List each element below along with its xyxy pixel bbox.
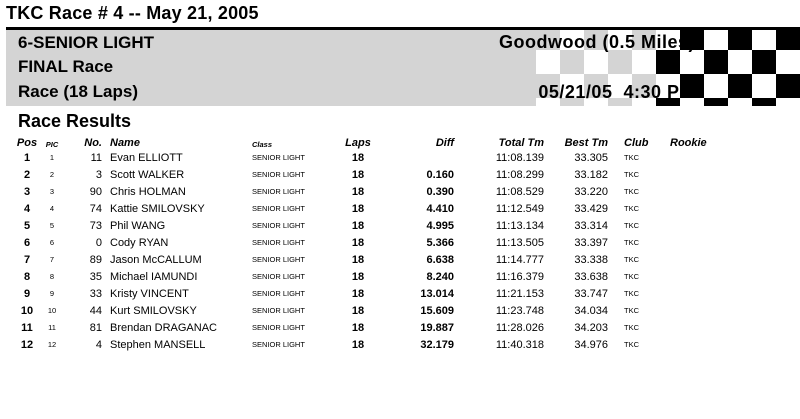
row-pos: 3	[23, 185, 31, 198]
row-rookie	[670, 268, 730, 285]
row-pos: 4	[23, 202, 31, 215]
row-best-time: 33.747	[574, 287, 608, 300]
checker-cell	[680, 50, 704, 74]
row-number: 4	[95, 338, 102, 351]
row-number: 44	[89, 304, 102, 317]
checker-cell	[488, 74, 512, 98]
race-datetime: 05/21/05 4:30 PM	[538, 82, 695, 102]
track-name: Goodwood (0.5 Miles)	[498, 32, 695, 52]
row-laps: 18	[351, 304, 365, 317]
row-best-time: 34.034	[574, 304, 608, 317]
row-pic: 3	[49, 187, 55, 196]
row-pos: 5	[23, 219, 31, 232]
row-laps: 18	[351, 185, 365, 198]
checker-cell	[752, 74, 776, 98]
row-pic: 6	[49, 238, 55, 247]
row-diff: 0.160	[426, 168, 454, 181]
checker-cell	[776, 27, 800, 50]
row-driver-name: Kurt SMILOVSKY	[110, 304, 197, 317]
checker-cell	[536, 50, 560, 74]
row-number: 73	[89, 219, 102, 232]
row-diff: 19.887	[420, 321, 454, 334]
row-driver-name: Kattie SMILOVSKY	[110, 202, 205, 215]
row-pos: 12	[20, 338, 34, 351]
col-rookie: Rookie	[670, 137, 707, 149]
row-rookie	[670, 200, 730, 217]
row-diff: 6.638	[426, 253, 454, 266]
checker-cell	[488, 50, 512, 74]
col-total-time: Total Tm	[498, 137, 544, 149]
row-rookie	[670, 149, 730, 166]
row-number: 11	[90, 151, 102, 164]
row-class: SENIOR LIGHT	[252, 170, 305, 179]
row-pos: 8	[23, 270, 31, 283]
results-title: Race Results	[18, 111, 132, 131]
checker-cell	[632, 50, 656, 74]
row-pic: 5	[49, 221, 55, 230]
row-total-time: 11:13.505	[495, 236, 544, 249]
row-club: TKC	[624, 255, 639, 264]
row-total-time: 11:40.318	[495, 338, 544, 351]
race-header-band	[6, 27, 800, 106]
checker-cell	[728, 74, 752, 98]
row-diff: 15.609	[420, 304, 454, 317]
col-pos: Pos	[16, 137, 38, 149]
row-pic: 7	[49, 255, 55, 264]
row-diff: 4.410	[426, 202, 454, 215]
row-laps: 18	[351, 151, 365, 164]
row-driver-name: Stephen MANSELL	[110, 338, 206, 351]
results-table	[14, 133, 730, 353]
table-row	[14, 217, 730, 234]
row-driver-name: Cody RYAN	[110, 236, 169, 249]
row-class: SENIOR LIGHT	[252, 153, 305, 162]
row-rookie	[670, 302, 730, 319]
class-line: 6-SENIOR LIGHT	[18, 33, 155, 52]
checker-cell	[584, 50, 608, 74]
row-total-time: 11:21.153	[495, 287, 544, 300]
row-rookie	[670, 217, 730, 234]
row-pos: 6	[23, 236, 31, 249]
row-pos: 11	[21, 321, 33, 334]
row-driver-name: Evan ELLIOTT	[110, 151, 183, 164]
checker-cell	[608, 50, 632, 74]
table-row	[14, 234, 730, 251]
table-row	[14, 336, 730, 353]
row-laps: 18	[351, 287, 365, 300]
row-best-time: 34.203	[574, 321, 608, 334]
row-pic: 12	[47, 340, 57, 349]
row-club: TKC	[624, 221, 639, 230]
col-club: Club	[624, 137, 649, 149]
row-club: TKC	[624, 187, 639, 196]
table-row	[14, 285, 730, 302]
row-pic: 1	[49, 153, 55, 162]
row-club: TKC	[624, 289, 639, 298]
row-rookie	[670, 336, 730, 353]
race-line: Race (18 Laps)	[18, 82, 138, 101]
row-diff: 0.390	[426, 185, 454, 198]
row-number: 81	[89, 321, 102, 334]
row-class: SENIOR LIGHT	[252, 187, 305, 196]
row-number: 33	[89, 287, 102, 300]
row-pic: 9	[49, 289, 55, 298]
row-club: TKC	[624, 170, 639, 179]
row-club: TKC	[624, 238, 639, 247]
col-laps: Laps	[345, 137, 371, 149]
row-number: 35	[89, 270, 102, 283]
table-row	[14, 251, 730, 268]
row-class: SENIOR LIGHT	[252, 323, 305, 332]
row-diff: 32.179	[420, 338, 454, 351]
checker-cell	[512, 50, 536, 74]
row-rookie	[670, 183, 730, 200]
row-total-time: 11:08.299	[495, 168, 544, 181]
row-driver-name: Phil WANG	[110, 219, 166, 232]
checker-cell	[728, 50, 752, 74]
row-total-time: 11:28.026	[495, 321, 544, 334]
row-laps: 18	[351, 202, 365, 215]
row-pic: 10	[47, 306, 57, 315]
row-class: SENIOR LIGHT	[252, 306, 305, 315]
row-diff	[382, 149, 454, 166]
col-class: Class	[252, 140, 273, 149]
row-rookie	[670, 251, 730, 268]
row-class: SENIOR LIGHT	[252, 204, 305, 213]
row-number: 0	[95, 236, 102, 249]
results-body	[14, 149, 730, 353]
checker-cell	[560, 50, 584, 74]
row-best-time: 33.314	[574, 219, 608, 232]
row-number: 90	[89, 185, 102, 198]
checker-cell	[512, 98, 536, 106]
row-pic: 11	[48, 323, 56, 332]
row-diff: 5.366	[426, 236, 454, 249]
table-row	[14, 302, 730, 319]
row-total-time: 11:12.549	[495, 202, 544, 215]
row-class: SENIOR LIGHT	[252, 221, 305, 230]
row-class: SENIOR LIGHT	[252, 255, 305, 264]
checker-cell	[512, 74, 536, 98]
row-laps: 18	[351, 236, 365, 249]
row-class: SENIOR LIGHT	[252, 272, 305, 281]
row-pic: 8	[49, 272, 55, 281]
row-total-time: 11:23.748	[495, 304, 544, 317]
checker-cell	[728, 27, 752, 50]
table-row	[14, 183, 730, 200]
row-driver-name: Scott WALKER	[110, 168, 185, 181]
row-pos: 10	[20, 304, 34, 317]
table-row	[14, 200, 730, 217]
row-driver-name: Jason McCALLUM	[110, 253, 202, 266]
session-line: FINAL Race	[18, 57, 114, 76]
row-laps: 18	[351, 321, 365, 334]
checker-cell	[728, 98, 752, 106]
row-diff: 4.995	[426, 219, 454, 232]
col-no: No.	[84, 137, 102, 149]
row-driver-name: Kristy VINCENT	[110, 287, 189, 300]
table-row	[14, 166, 730, 183]
row-class: SENIOR LIGHT	[252, 238, 305, 247]
table-row	[14, 149, 730, 166]
row-laps: 18	[351, 270, 365, 283]
col-pic: PIC	[45, 140, 59, 149]
row-driver-name: Michael IAMUNDI	[110, 270, 198, 283]
checker-cell	[752, 98, 776, 106]
checker-cell	[656, 50, 680, 74]
row-best-time: 34.976	[574, 338, 608, 351]
row-laps: 18	[351, 219, 365, 232]
col-best-time: Best Tm	[564, 137, 608, 149]
row-total-time: 11:13.134	[495, 219, 544, 232]
row-best-time: 33.638	[574, 270, 608, 283]
checker-cell	[488, 98, 512, 106]
row-laps: 18	[351, 253, 365, 266]
row-class: SENIOR LIGHT	[252, 340, 305, 349]
checker-cell	[752, 27, 776, 50]
row-best-time: 33.305	[574, 151, 608, 164]
checker-cell	[776, 50, 800, 74]
row-pos: 9	[23, 287, 31, 300]
row-diff: 8.240	[426, 270, 454, 283]
row-club: TKC	[624, 204, 639, 213]
row-best-time: 33.182	[574, 168, 608, 181]
row-rookie	[670, 166, 730, 183]
row-diff: 13.014	[420, 287, 454, 300]
row-club: TKC	[624, 340, 639, 349]
checker-cell	[776, 74, 800, 98]
results-header-row	[14, 133, 730, 149]
row-driver-name: Brendan DRAGANAC	[110, 321, 217, 334]
row-laps: 18	[351, 168, 365, 181]
row-driver-name: Chris HOLMAN	[110, 185, 186, 198]
checker-cell	[776, 98, 800, 106]
row-total-time: 11:16.379	[495, 270, 544, 283]
table-row	[14, 319, 730, 336]
row-pos: 7	[23, 253, 31, 266]
table-row	[14, 268, 730, 285]
row-laps: 18	[351, 338, 365, 351]
checker-cell	[752, 50, 776, 74]
checker-cell	[704, 98, 728, 106]
row-club: TKC	[624, 272, 639, 281]
row-total-time: 11:14.777	[495, 253, 544, 266]
checker-cell	[704, 27, 728, 50]
checker-cell	[704, 74, 728, 98]
row-pos: 1	[23, 151, 31, 164]
row-best-time: 33.220	[574, 185, 608, 198]
row-class: SENIOR LIGHT	[252, 289, 305, 298]
row-number: 89	[89, 253, 102, 266]
col-diff: Diff	[435, 137, 454, 149]
col-name: Name	[110, 137, 140, 149]
row-pos: 2	[23, 168, 31, 181]
document-title: TKC Race # 4 -- May 21, 2005	[6, 3, 259, 23]
row-pic: 4	[49, 204, 55, 213]
row-club: TKC	[624, 153, 639, 162]
row-pic: 2	[49, 170, 55, 179]
row-total-time: 11:08.139	[495, 151, 544, 164]
row-best-time: 33.397	[574, 236, 608, 249]
row-club: TKC	[624, 323, 639, 332]
row-rookie	[670, 319, 730, 336]
row-rookie	[670, 285, 730, 302]
row-rookie	[670, 234, 730, 251]
row-number: 3	[95, 168, 102, 181]
row-best-time: 33.338	[574, 253, 608, 266]
row-total-time: 11:08.529	[495, 185, 544, 198]
row-number: 74	[89, 202, 102, 215]
checker-cell	[704, 50, 728, 74]
row-best-time: 33.429	[574, 202, 608, 215]
row-club: TKC	[624, 306, 639, 315]
